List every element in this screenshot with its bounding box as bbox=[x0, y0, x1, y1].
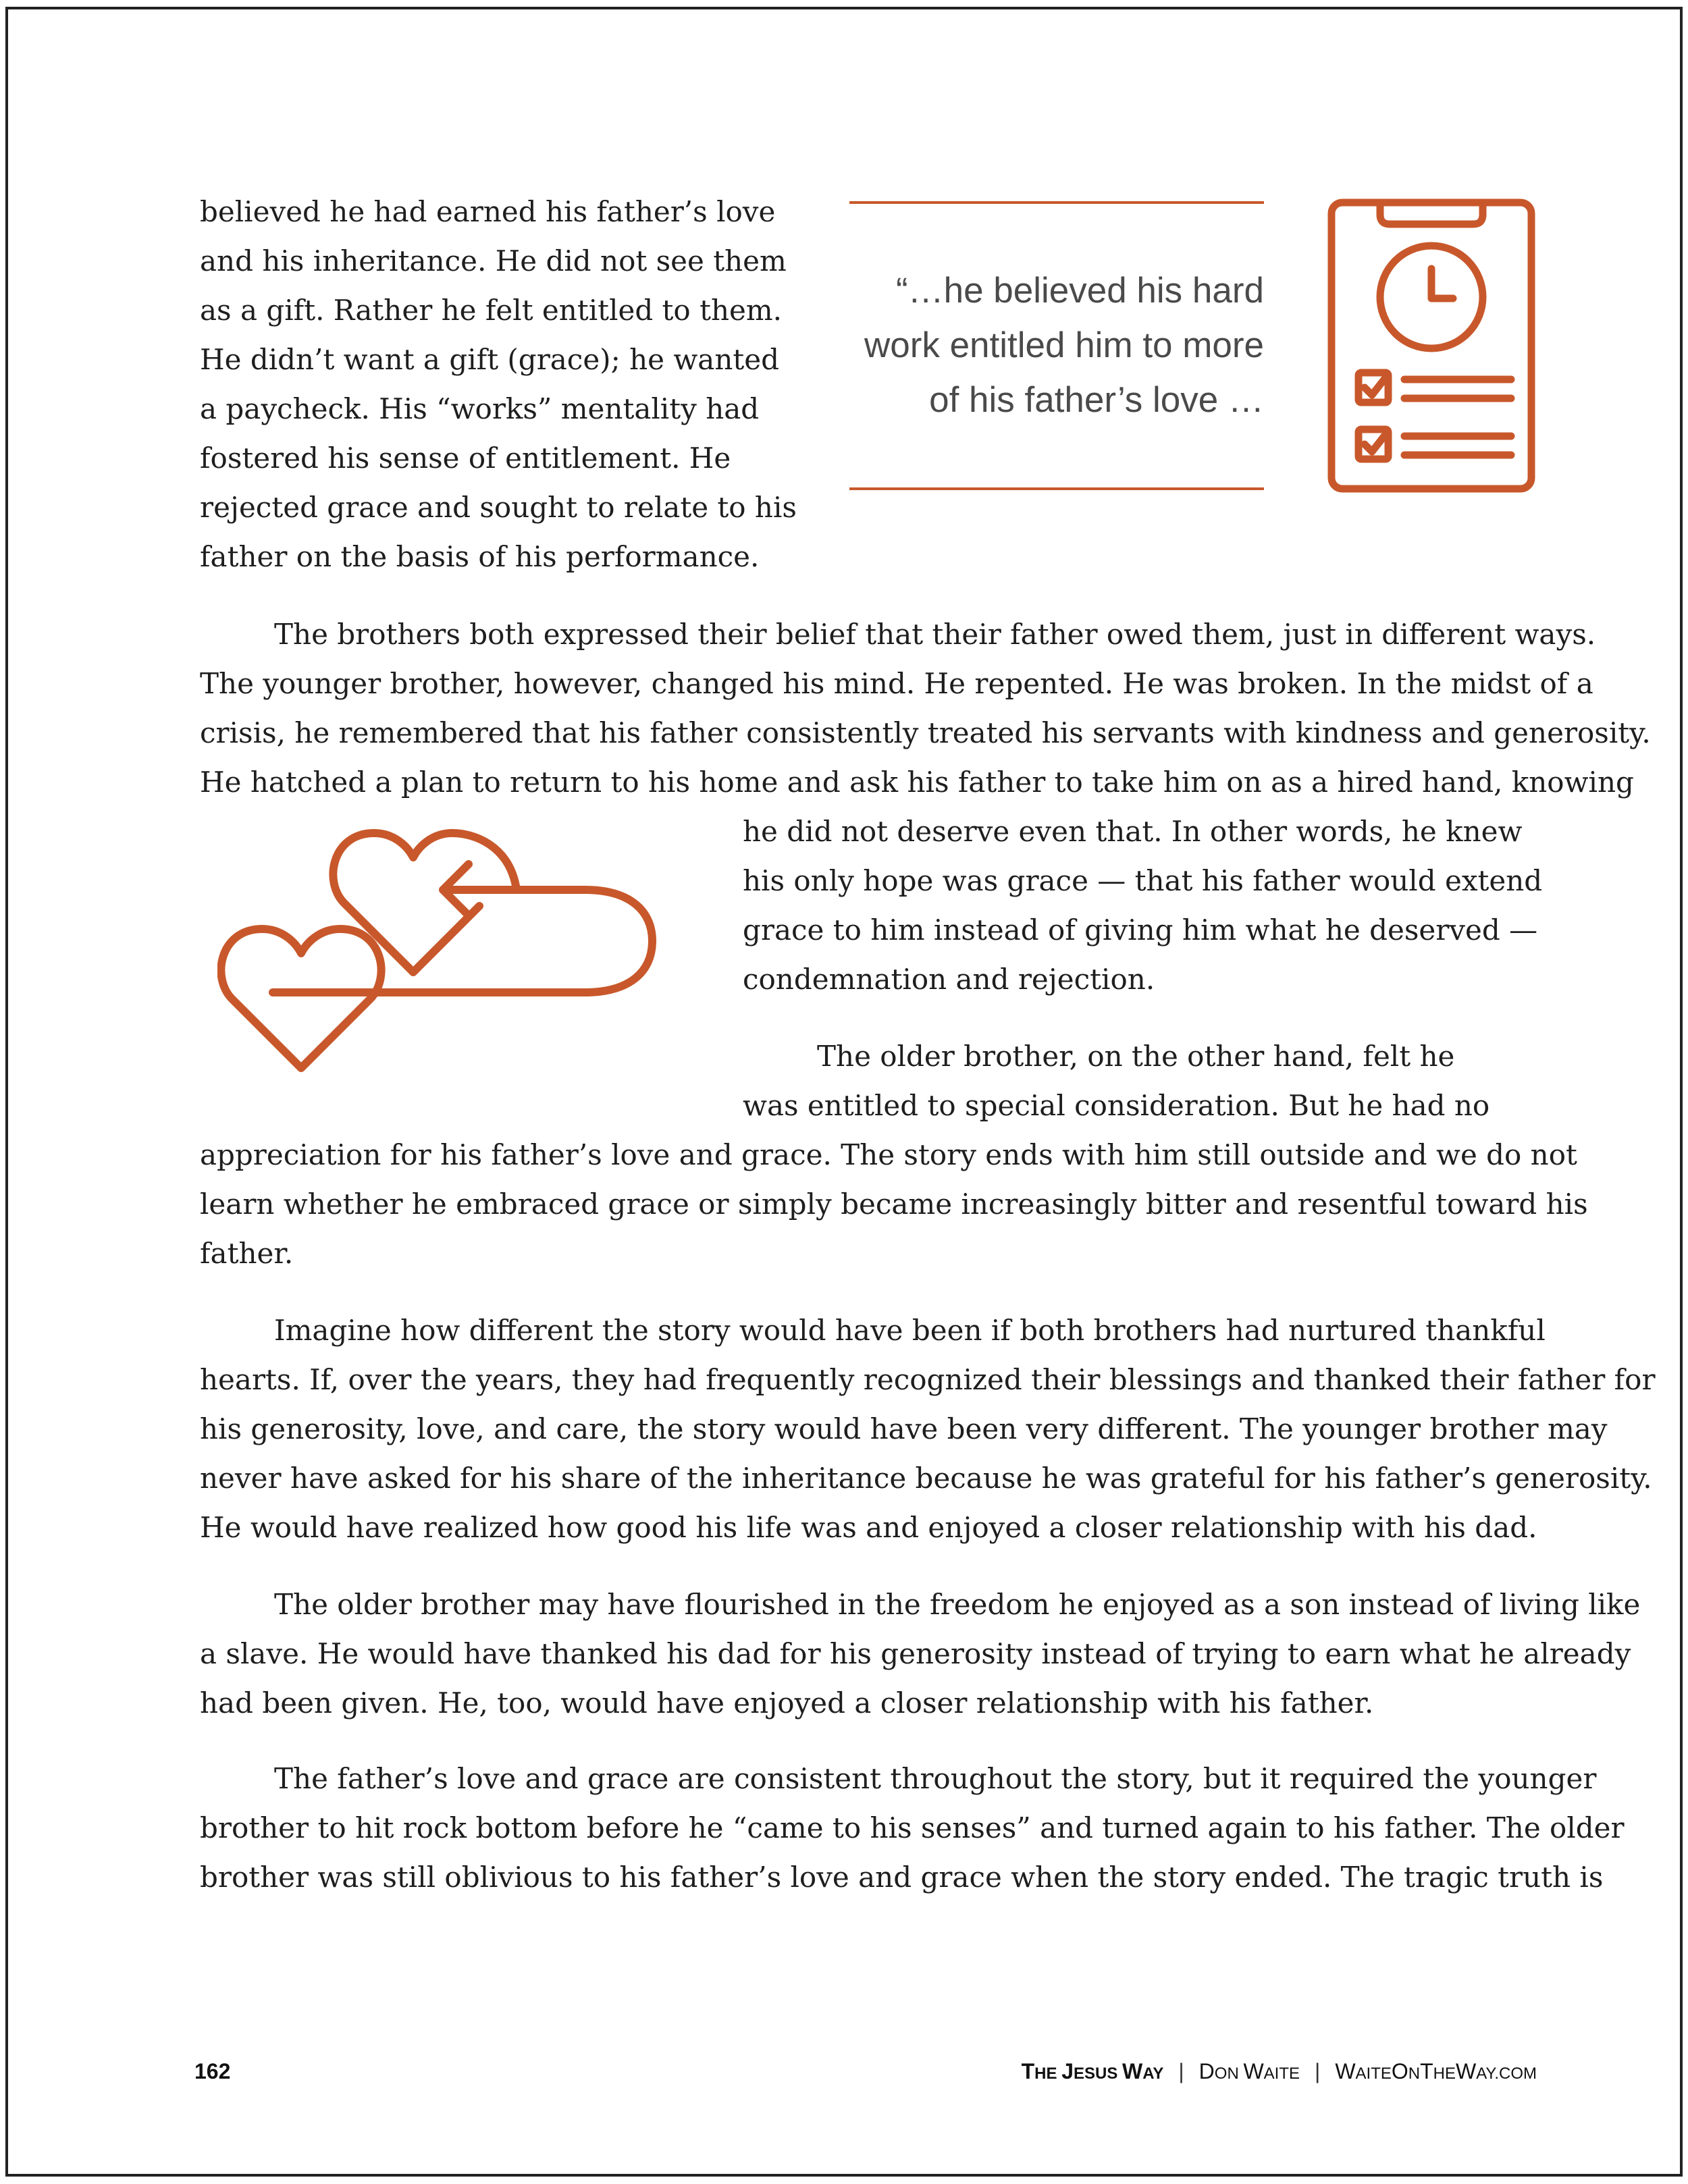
body-line: was entitled to special consideration. But he had no bbox=[743, 1089, 1490, 1122]
body-line: crisis, he remembered that his father consistently treated his servants with kindness and generosity. bbox=[200, 716, 1651, 749]
body-line: his generosity, love, and care, the story would have been very different. The younger brother may bbox=[200, 1412, 1608, 1445]
body-line: learn whether he embraced grace or simply became increasingly bitter and resentful toward his bbox=[200, 1188, 1588, 1221]
hearts-return-arrow-icon bbox=[217, 821, 660, 1079]
body-line: never have asked for his share of the inheritance because he was grateful for his father’s generosity. bbox=[200, 1462, 1652, 1495]
body-line: a slave. He would have thanked his dad for his generosity instead of trying to earn what he already bbox=[200, 1637, 1631, 1670]
body-line: He would have realized how good his life was and enjoyed a closer relationship with his dad. bbox=[200, 1511, 1537, 1544]
body-line: a paycheck. His “works” mentality had bbox=[200, 392, 760, 425]
footer-separator: | bbox=[1315, 2059, 1321, 2083]
running-footer bbox=[1022, 2060, 1537, 2082]
body-line: He hatched a plan to return to his home and ask his father to take him on as a hired hand, knowing bbox=[200, 766, 1634, 799]
body-line: appreciation for his father’s love and grace. The story ends with him still outside and we do not bbox=[200, 1138, 1577, 1171]
body-line: brother was still oblivious to his father’s love and grace when the story ended. The tragic truth is bbox=[200, 1861, 1604, 1894]
body-line: grace to him instead of giving him what he deserved — bbox=[743, 913, 1538, 947]
quote-line: work entitled him to more bbox=[864, 325, 1264, 365]
body-line: father on the basis of his performance. bbox=[200, 540, 760, 573]
body-line: condemnation and rejection. bbox=[743, 963, 1155, 996]
body-line: He didn’t want a gift (grace); he wanted bbox=[200, 343, 779, 376]
footer-separator: | bbox=[1178, 2059, 1184, 2083]
quote-line: “…he believed his hard bbox=[895, 271, 1264, 311]
body-line: The father’s love and grace are consistent throughout the story, but it required the younger bbox=[274, 1762, 1597, 1795]
body-line: believed he had earned his father’s love bbox=[200, 195, 776, 228]
body-line: brother to hit rock bottom before he “came to his senses” and turned again to his father. The older bbox=[200, 1811, 1625, 1844]
body-line: father. bbox=[200, 1237, 294, 1270]
body-line: had been given. He, too, would have enjoyed a closer relationship with his father. bbox=[200, 1686, 1374, 1720]
body-line: The younger brother, however, changed his mind. He repented. He was broken. In the midst of a bbox=[200, 667, 1593, 700]
body-line: fostered his sense of entitlement. He bbox=[200, 442, 731, 475]
body-line: Imagine how different the story would have been if both brothers had nurtured thankful bbox=[274, 1314, 1546, 1347]
quote-line: of his father’s love … bbox=[929, 380, 1264, 420]
body-line: The older brother may have flourished in the freedom he enjoyed as a son instead of living like bbox=[274, 1588, 1641, 1621]
body-line: The older brother, on the other hand, felt he bbox=[817, 1040, 1455, 1073]
body-line: rejected grace and sought to relate to his bbox=[200, 491, 797, 524]
clipboard-clock-checklist-icon bbox=[1325, 196, 1538, 496]
body-line: as a gift. Rather he felt entitled to them. bbox=[200, 294, 783, 327]
body-line: hearts. If, over the years, they had frequently recognized their blessings and thanked their father for bbox=[200, 1363, 1656, 1396]
body-line: and his inheritance. He did not see them bbox=[200, 244, 787, 277]
body-line: he did not deserve even that. In other words, he knew bbox=[743, 815, 1523, 848]
author-name: DON WAITE bbox=[1198, 2059, 1300, 2083]
body-line: his only hope was grace — that his father would extend bbox=[743, 864, 1543, 897]
quote-rule-bottom bbox=[849, 487, 1264, 490]
quote-rule-top bbox=[849, 201, 1264, 204]
website-link[interactable]: WAITEONTHEWAY.COM bbox=[1335, 2059, 1537, 2083]
page-number: 162 bbox=[194, 2059, 231, 2083]
body-line: The brothers both expressed their belief that their father owed them, just in different ways. bbox=[274, 618, 1596, 651]
book-title: THE JESUS WAY bbox=[1021, 2059, 1164, 2083]
